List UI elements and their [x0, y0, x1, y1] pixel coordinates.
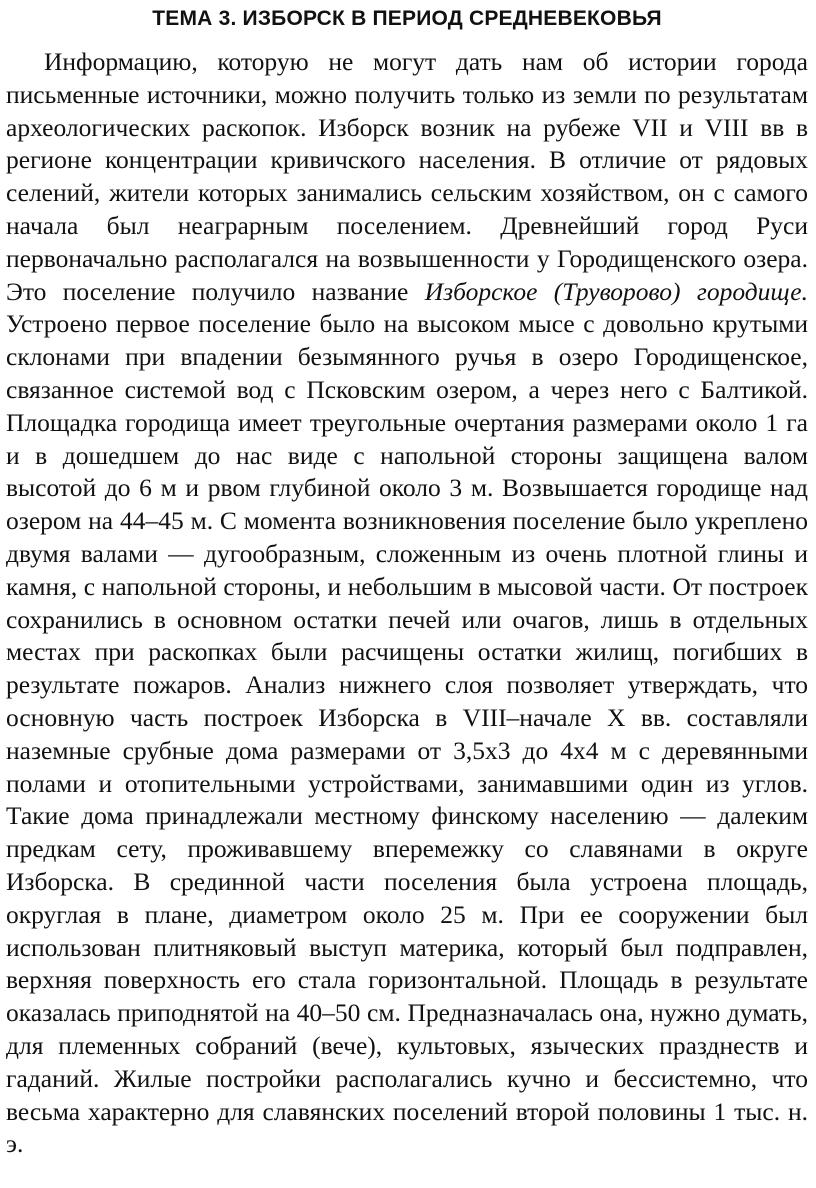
paragraph-text-part-2: Устроено первое поселение было на высоком мысе с довольно крутыми склонами при впадении безымянного ручья в озеро Городищенское, связанное системой вод с Псковским озером, а через него с Балтикой. Площадка городища имеет треугольные очертания размерами около 1 га и в дошедшем до нас виде с напольной стороны защищена валом высотой до 6 м и рвом глубиной около 3 м. Возвышается городище над озером на 44–45 м. С момента возникновения поселение было укреплено двумя валами — дугообразным, сложенным из очень плотной глины и камня, с напольной стороны, и небольшим в мысовой части. От построек сохранились в основном остатки печей или очагов, лишь в отдельных местах при раскопках были расчищены остатки жилищ, погибших в результате пожаров. Анализ нижнего слоя позволяет утверждать, что основную часть построек Изборска в VIII–начале X вв. составляли наземные срубные дома размерами от 3,5х3 до 4х4 м с деревянными полами и отопительными устройствами, занимавшими один из углов. Такие дома принадлежали местному финскому населению — далеким предкам сету, проживавшему вперемежку со славянами в округе Изборска. В срединной части поселения была устроена площадь, округлая в плане, диаметром около 25 м. При ее сооружении был использован плитняковый выступ материка, который был подправлен, верхняя поверхность его стала горизонтальной. Площадь в результате оказалась приподнятой на 40–50 см. Предназначалась она, нужно думать, для племенных собраний (вече), культовых, языческих празднеств и гаданий. Жилые постройки располагались кучно и бессистемно, что весьма характерно для славянских поселений второй половины 1 тыс. н. э.: [6, 309, 808, 1159]
body-paragraph: [6, 46, 808, 1161]
document-title: ТЕМА 3. ИЗБОРСК В ПЕРИОД СРЕДНЕВЕКОВЬЯ: [152, 7, 662, 30]
paragraph-text-part-1: Информацию, которую не могут дать нам об истории города письменные источники, можно получить только из земли по результатам археологических раскопок. Изборск возник на рубеже VII и VIII вв в регионе концентрации кривичского населения. В отличие от рядовых селений, жители которых занимались сельским хозяйством, он с самого начала был неаграрным поселением. Древнейший город Руси первоначально располагался на возвышенности у Городищенского озера. Это поселение получило название: [6, 47, 808, 306]
paragraph-italic-term: Изборское (Труворово) городище.: [424, 276, 808, 306]
